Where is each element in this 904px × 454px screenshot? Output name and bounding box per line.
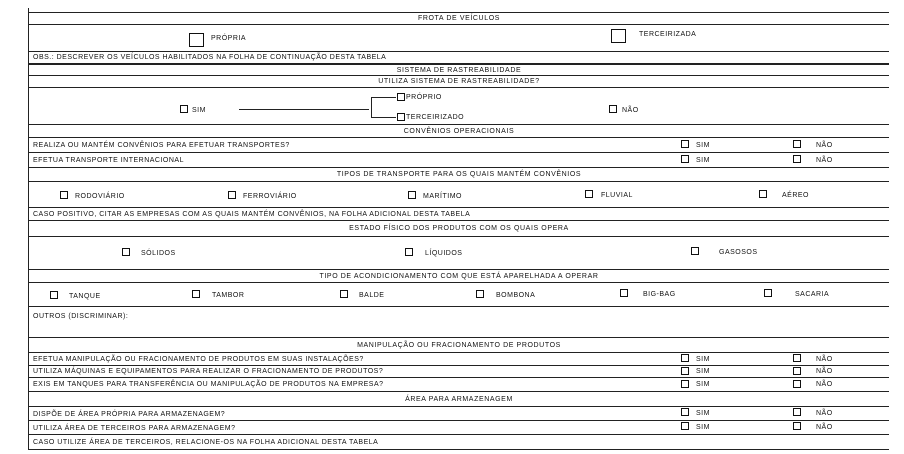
armazenagem-q2-sim-label: SIM [696,424,710,431]
solidos-label: SÓLIDOS [141,250,176,257]
terceirizada-checkbox[interactable] [611,29,626,43]
manipulacao-q1-sim-label: SIM [696,356,710,363]
outros-label: OUTROS (DISCRIMINAR): [33,313,129,320]
rastreabilidade-nao-label: NÃO [622,107,639,114]
sacaria-checkbox[interactable] [764,289,772,297]
armazenagem-q2-nao-label: NÃO [816,424,833,431]
manipulacao-q1-sim-checkbox[interactable] [681,354,689,362]
armazenagem-q1-row [29,406,889,420]
terceirizada-label: TERCEIRIZADA [639,31,697,38]
aereo-checkbox[interactable] [759,190,767,198]
manipulacao-q2-nao-checkbox[interactable] [793,367,801,375]
manipulacao-q2-nao-label: NÃO [816,368,833,375]
frota-obs-row [29,51,889,63]
armazenagem-q1-sim-checkbox[interactable] [681,408,689,416]
manipulacao-q2-sim-checkbox[interactable] [681,367,689,375]
manipulacao-q3-sim-label: SIM [696,381,710,388]
convenios-q1-nao-checkbox[interactable] [793,140,801,148]
manipulacao-q3-text: EXIS EM TANQUES PARA TRANSFERÊNCIA OU MANIPULAÇÃO DE PRODUTOS NA EMPRESA? [33,381,384,388]
tipos-transporte-options-row [29,181,889,207]
section-title-frota: FROTA DE VEÍCULOS [29,12,889,24]
rastreabilidade-sim-checkbox[interactable] [180,105,188,113]
rodoviario-label: RODOVIÁRIO [75,193,125,200]
armazenagem-note: CASO UTILIZE ÁREA DE TERCEIROS, RELACIONE-OS NA FOLHA ADICIONAL DESTA TABELA [33,439,379,446]
armazenagem-q1-sim-label: SIM [696,410,710,417]
tanque-label: TANQUE [69,293,101,300]
section-title-manipulacao: MANIPULAÇÃO OU FRACIONAMENTO DE PRODUTOS [29,337,889,352]
rodoviario-checkbox[interactable] [60,191,68,199]
solidos-checkbox[interactable] [122,248,130,256]
manipulacao-q3-nao-checkbox[interactable] [793,380,801,388]
section-title-acondicionamento: TIPO DE ACONDICIONAMENTO COM QUE ESTÁ APARELHADA A OPERAR [29,269,889,282]
armazenagem-q2-sim-checkbox[interactable] [681,422,689,430]
section-title-tipos-transporte: TIPOS DE TRANSPORTE PARA OS QUAIS MANTÉM CONVÊNIOS [29,167,889,181]
convenios-q2-sim-label: SIM [696,157,710,164]
bombona-label: BOMBONA [496,292,536,299]
convenios-q1-sim-checkbox[interactable] [681,140,689,148]
convenios-q2-nao-checkbox[interactable] [793,155,801,163]
balde-label: BALDE [359,292,385,299]
maritimo-checkbox[interactable] [408,191,416,199]
aereo-label: AÉREO [782,192,810,199]
rastreabilidade-nao-checkbox[interactable] [609,105,617,113]
balde-checkbox[interactable] [340,290,348,298]
gasosos-label: GASOSOS [719,249,758,256]
big-bag-checkbox[interactable] [620,289,628,297]
bracket-bottom [371,117,396,118]
section-title-armazenagem: ÁREA PARA ARMAZENAGEM [29,391,889,406]
proprio-label: PRÓPRIO [406,94,442,101]
acondicionamento-options-row [29,282,889,306]
rastreabilidade-sim-label: SIM [192,107,206,114]
convenios-q2-nao-label: NÃO [816,157,833,164]
convenios-q1-nao-label: NÃO [816,142,833,149]
connector-line [239,109,369,110]
tambor-checkbox[interactable] [192,290,200,298]
tanque-checkbox[interactable] [50,291,58,299]
manipulacao-q2-row [29,365,889,377]
ferroviario-label: FERROVIÁRIO [243,193,297,200]
rastreabilidade-options-row [29,87,889,124]
armazenagem-q2-text: UTILIZA ÁREA DE TERCEIROS PARA ARMAZENAGEM? [33,425,236,432]
propria-label: PRÓPRIA [211,35,247,42]
tipos-transporte-note: CASO POSITIVO, CITAR AS EMPRESAS COM AS QUAIS MANTÉM CONVÊNIOS, NA FOLHA ADICIONAL DESTA TABELA [33,211,471,218]
section-title-rastreabilidade: SISTEMA DE RASTREABILIDADE [29,63,889,75]
convenios-q2-row [29,152,889,167]
armazenagem-q1-nao-checkbox[interactable] [793,408,801,416]
convenios-q1-row [29,137,889,152]
bracket-top [371,97,396,98]
tipos-transporte-note-row [29,207,889,220]
bombona-checkbox[interactable] [476,290,484,298]
ferroviario-checkbox[interactable] [228,191,236,199]
armazenagem-q2-row [29,420,889,434]
liquidos-label: LÍQUIDOS [425,250,463,257]
armazenagem-q2-nao-checkbox[interactable] [793,422,801,430]
manipulacao-q1-nao-label: NÃO [816,356,833,363]
transport-form [28,8,889,450]
manipulacao-q2-sim-label: SIM [696,368,710,375]
manipulacao-q2-text: UTILIZA MÁQUINAS E EQUIPAMENTOS PARA REALIZAR O FRACIONAMENTO DE PRODUTOS? [33,368,384,375]
frota-obs-text: OBS.: DESCREVER OS VEÍCULOS HABILITADOS NA FOLHA DE CONTINUAÇÃO DESTA TABELA [33,54,387,61]
manipulacao-q3-nao-label: NÃO [816,381,833,388]
manipulacao-q1-nao-checkbox[interactable] [793,354,801,362]
manipulacao-q1-text: EFETUA MANIPULAÇÃO OU FRACIONAMENTO DE PRODUTOS EM SUAS INSTALAÇÕES? [33,356,364,363]
convenios-q1-sim-label: SIM [696,142,710,149]
gasosos-checkbox[interactable] [691,247,699,255]
terceirizado-label: TERCEIRIZADO [406,114,465,121]
outros-row [29,306,889,337]
fluvial-label: FLUVIAL [601,192,633,199]
section-title-convenios: CONVÊNIOS OPERACIONAIS [29,124,889,137]
fluvial-checkbox[interactable] [585,190,593,198]
terceirizado-checkbox[interactable] [397,113,405,121]
armazenagem-q1-text: DISPÕE DE ÁREA PRÓPRIA PARA ARMAZENAGEM? [33,411,226,418]
estado-fisico-options-row [29,236,889,269]
armazenagem-q1-nao-label: NÃO [816,410,833,417]
sacaria-label: SACARIA [795,291,830,298]
convenios-q2-sim-checkbox[interactable] [681,155,689,163]
propria-checkbox[interactable] [189,33,204,47]
manipulacao-q3-row [29,377,889,391]
tambor-label: TAMBOR [212,292,245,299]
section-title-estado-fisico: ESTADO FÍSICO DOS PRODUTOS COM OS QUAIS OPERA [29,220,889,236]
convenios-q1-text: REALIZA OU MANTÉM CONVÊNIOS PARA EFETUAR TRANSPORTES? [33,142,290,149]
proprio-checkbox[interactable] [397,93,405,101]
rastreabilidade-question: UTILIZA SISTEMA DE RASTREABILIDADE? [29,75,889,87]
bracket-line [371,97,372,117]
manipulacao-q1-row [29,352,889,365]
armazenagem-note-row [29,434,889,450]
convenios-q2-text: EFETUA TRANSPORTE INTERNACIONAL [33,157,184,164]
liquidos-checkbox[interactable] [405,248,413,256]
maritimo-label: MARÍTIMO [423,193,462,200]
manipulacao-q3-sim-checkbox[interactable] [681,380,689,388]
frota-options-row [29,24,889,51]
big-bag-label: BIG-BAG [643,291,676,298]
